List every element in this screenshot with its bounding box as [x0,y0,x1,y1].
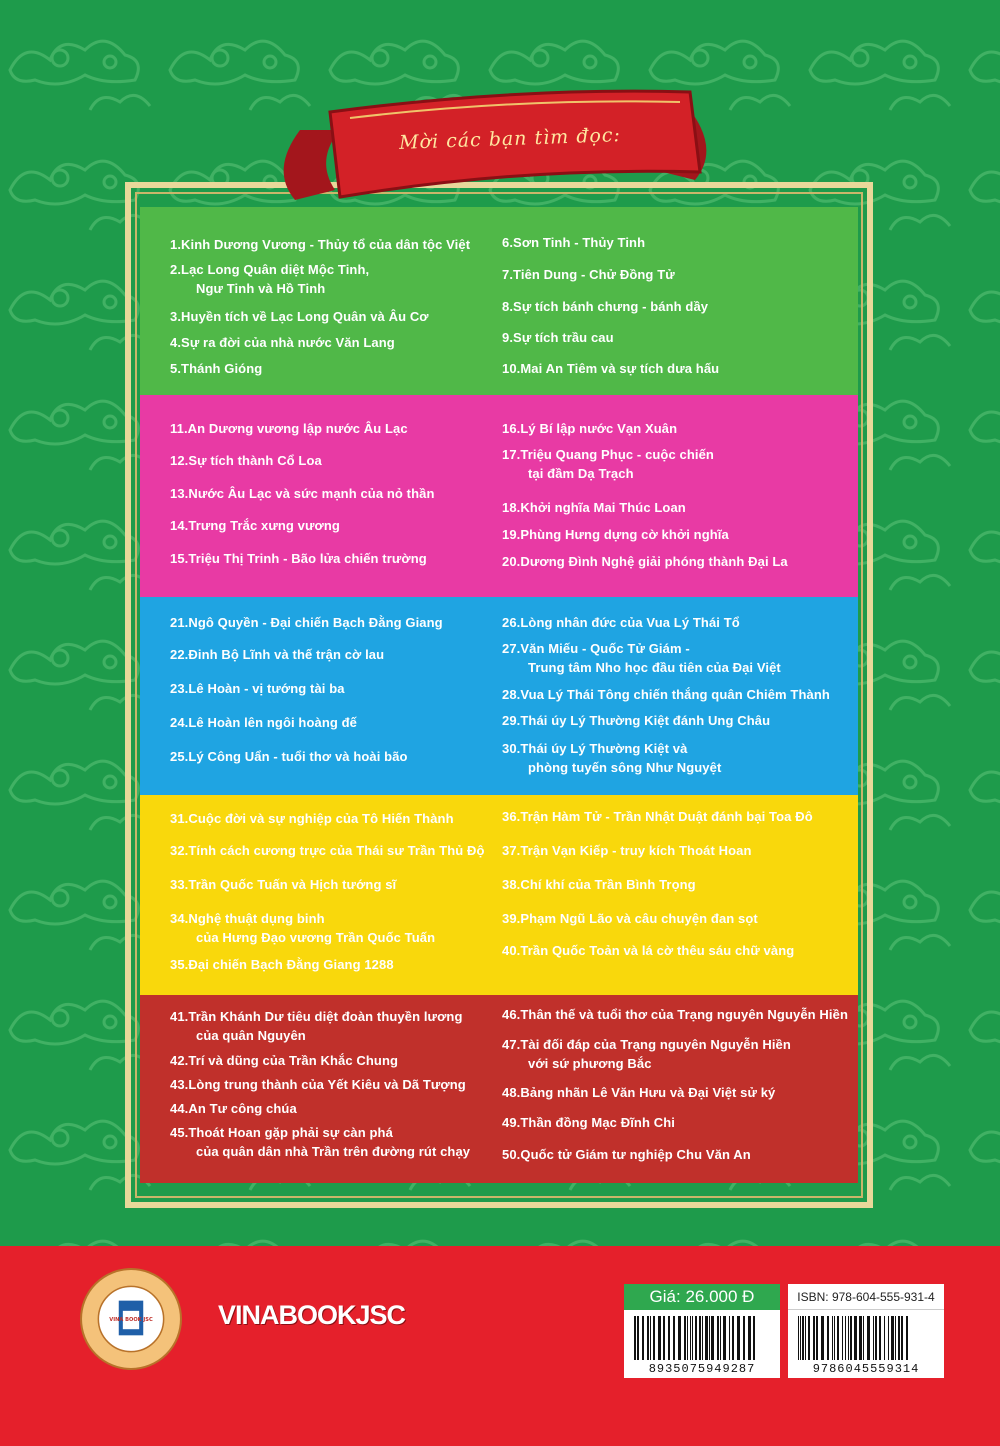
publisher-seal-logo [80,1268,182,1370]
barcode-bar [850,1316,852,1360]
item-number: 8. [502,299,514,314]
barcode-bar [898,1316,900,1360]
item-title-line: phòng tuyến sông Như Nguyệt [528,760,722,775]
list-item [170,549,427,568]
list-item [170,451,322,470]
barcode-bar [834,1316,835,1360]
list-item [502,552,788,571]
list-item [502,613,740,632]
item-number: 30. [502,741,521,756]
item-title-line: Khởi nghĩa Mai Thúc Loan [520,500,686,515]
barcode-bar [723,1316,726,1360]
item-number: 6. [502,235,514,250]
barcode-bar [663,1316,665,1360]
item-title-line: của quân Nguyên [196,1028,306,1043]
item-number: 5. [170,361,182,376]
section-1 [140,207,858,395]
section-4 [140,795,858,997]
list-item [170,260,369,298]
list-item [502,739,721,777]
list-item [170,419,408,438]
list-item [170,875,396,894]
barcode-bar [687,1316,688,1360]
item-number: 10. [502,361,521,376]
barcode-bar [634,1316,636,1360]
barcode-bar [895,1316,896,1360]
list-item [502,525,729,544]
isbn-label: ISBN: 978-604-555-931-4 [788,1284,944,1310]
item-number: 27. [502,641,521,656]
list-item [502,807,813,826]
item-number: 11. [170,421,188,436]
list-item [170,613,443,632]
list-item [170,359,262,378]
barcode-bar [705,1316,708,1360]
barcode-bar [798,1316,799,1360]
item-number: 4. [170,335,182,350]
item-title-line: Vua Lý Thái Tông chiến thắng quân Chiêm Thành [520,687,830,702]
item-title-line: Nước Âu Lạc và sức mạnh của nỏ thần [188,486,435,501]
item-number: 47. [502,1037,521,1052]
item-number: 24. [170,715,189,730]
item-number: 42. [170,1053,189,1068]
barcode-bar [901,1316,903,1360]
barcode-bar [720,1316,721,1360]
item-title-line: Thái úy Lý Thường Kiệt và [520,741,688,756]
item-number: 39. [502,911,521,926]
item-number: 14. [170,518,189,533]
list-item [170,1123,470,1161]
barcode-bar [848,1316,849,1360]
barcode-number-2: 9786045559314 [812,1362,920,1376]
item-number: 21. [170,615,189,630]
list-item [170,841,485,860]
barcode-bar [695,1316,697,1360]
barcode-bar [732,1316,734,1360]
item-title-line: Lòng nhân đức của Vua Lý Thái Tổ [520,615,740,630]
item-number: 20. [502,554,521,569]
item-title-line: Tài đối đáp của Trạng nguyên Nguyễn Hiền [520,1037,791,1052]
item-title-line: Thái úy Lý Thường Kiệt đánh Ung Châu [520,713,771,728]
list-item [502,359,719,378]
list-item [170,909,435,947]
barcode-bar [873,1316,874,1360]
item-number: 2. [170,262,182,277]
item-title-line: Sơn Tinh - Thủy Tinh [513,235,646,250]
list-item [502,1035,791,1073]
item-number: 37. [502,843,521,858]
item-number: 44. [170,1101,189,1116]
barcode-bar [673,1316,675,1360]
barcode-bar [668,1316,670,1360]
item-title-line: Thoát Hoan gặp phải sự càn phá [188,1125,393,1140]
barcode-bar [699,1316,701,1360]
item-number: 28. [502,687,521,702]
list-item [502,233,645,252]
item-number: 26. [502,615,521,630]
item-number: 38. [502,877,521,892]
item-title-line: Đại chiến Bạch Đằng Giang 1288 [188,957,394,972]
item-title-line: Cuộc đời và sự nghiệp của Tô Hiến Thành [188,811,454,826]
item-title-line: Trưng Trắc xưng vương [188,518,340,533]
barcode-bar [837,1316,839,1360]
item-title-line: Sự tích bánh chưng - bánh dầy [513,299,709,314]
list-item [502,328,614,347]
item-title-line: Dương Đình Nghệ giải phóng thành Đại La [520,554,788,569]
item-title-line: Đinh Bộ Lĩnh và thế trận cờ lau [188,647,385,662]
list-item [170,1051,398,1070]
barcode-bar [650,1316,651,1360]
item-title-line: Lạc Long Quân diệt Mộc Tinh, [181,262,370,277]
section-2 [140,395,858,597]
item-title-line: Sự ra đời của nhà nước Văn Lang [181,335,395,350]
barcode-bar [845,1316,846,1360]
item-title-line: Quốc tử Giám tư nghiệp Chu Văn An [520,1147,751,1162]
item-number: 18. [502,500,521,515]
item-title-line: Bảng nhãn Lê Văn Hưu và Đại Việt sử ký [520,1085,776,1100]
list-item [502,639,781,677]
item-number: 3. [170,309,182,324]
barcode-bar [748,1316,751,1360]
item-title-line: Kinh Dương Vương - Thủy tổ của dân tộc Việt [181,237,471,252]
item-number: 40. [502,943,521,958]
barcode-bar [753,1316,755,1360]
item-number: 12. [170,453,189,468]
list-item [170,679,345,698]
publisher-name: VINABOOKJSC [218,1300,406,1330]
item-number: 19. [502,527,521,542]
barcode-bar [711,1316,714,1360]
barcode-bar [702,1316,703,1360]
list-item [170,1099,297,1118]
item-number: 45. [170,1125,189,1140]
item-title-line: với sứ phương Bắc [528,1056,652,1071]
item-title-line: Sự tích thành Cổ Loa [188,453,322,468]
barcode-bar [863,1316,864,1360]
barcode-bar [647,1316,649,1360]
barcode-bar [888,1316,889,1360]
barcode-bar [692,1316,693,1360]
barcode-bar [709,1316,710,1360]
item-title-line: An Dương vương lập nước Âu Lạc [187,421,408,436]
item-title-line: Trần Khánh Dư tiêu diệt đoàn thuyền lương [188,1009,463,1024]
barcode-bar [821,1316,824,1360]
item-title-line: Lê Hoàn - vị tướng tài ba [188,681,345,696]
item-title-line: Ngư Tinh và Hồ Tinh [196,281,326,296]
barcode-bar [802,1316,804,1360]
item-title-line: Thần đồng Mạc Đĩnh Chi [520,1115,675,1130]
list-item [170,1007,463,1045]
barcode-bar [884,1316,885,1360]
item-title-line: Lòng trung thành của Yết Kiêu và Dã Tượng [188,1077,466,1092]
item-number: 22. [170,647,189,662]
item-number: 1. [170,237,182,252]
item-title-line: Trận Vạn Kiếp - truy kích Thoát Hoan [520,843,752,858]
section-3 [140,597,858,799]
barcode-bar [805,1316,806,1360]
barcode-bar [832,1316,833,1360]
list-item [502,909,758,928]
list-item [170,484,435,503]
barcode-ean [624,1310,780,1378]
item-number: 7. [502,267,514,282]
barcode-bar [800,1316,801,1360]
item-title-line: Nghệ thuật dụng binh [188,911,325,926]
barcode-bar [816,1316,818,1360]
item-number: 25. [170,749,189,764]
item-number: 43. [170,1077,189,1092]
barcode-number-1: 8935075949287 [648,1362,756,1376]
barcode-bar [813,1316,815,1360]
item-title-line: Sự tích trầu cau [513,330,614,345]
item-title-line: tại đầm Dạ Trạch [528,466,634,481]
barcode-bar [743,1316,745,1360]
list-item [170,713,357,732]
list-item [170,645,384,664]
item-title-line: Trung tâm Nho học đầu tiên của Đại Việt [528,660,781,675]
item-title-line: Thân thế và tuổi thơ của Trạng nguyên Nguyễn Hiền [520,1007,848,1022]
barcode-bar [808,1316,810,1360]
list-item [502,498,686,517]
barcode-bar [658,1316,661,1360]
item-title-line: An Tư công chúa [188,1101,297,1116]
item-title-line: Trí và dũng của Trần Khắc Chung [188,1053,399,1068]
barcode-bar [678,1316,681,1360]
item-title-line: Thánh Gióng [181,361,263,376]
item-number: 49. [502,1115,521,1130]
list-item [170,747,408,766]
barcode-bar [642,1316,644,1360]
item-title-line: Tiên Dung - Chử Đồng Tử [513,267,675,282]
list-item [502,419,677,438]
list-item [170,809,454,828]
list-item [502,1083,775,1102]
barcode-bar [690,1316,691,1360]
barcode-bar [717,1316,719,1360]
barcode-bar [729,1316,730,1360]
list-item [502,875,696,894]
item-title-line: của quân dân nhà Trần trên đường rút chạy [196,1144,471,1159]
barcode-bar [842,1316,843,1360]
barcode-bar [827,1316,829,1360]
item-number: 17. [502,447,521,462]
list-item [502,711,770,730]
item-number: 15. [170,551,189,566]
item-title-line: Triệu Thị Trinh - Bão lửa chiến trường [188,551,427,566]
item-title-line: Phạm Ngũ Lão và câu chuyện đan sọt [520,911,758,926]
item-number: 32. [170,843,189,858]
item-number: 50. [502,1147,521,1162]
item-number: 9. [502,330,514,345]
barcode-bars-1 [634,1316,770,1360]
item-number: 16. [502,421,521,436]
item-title-line: Lý Công Uẩn - tuổi thơ và hoài bão [188,749,408,764]
list-item [502,297,708,316]
list-item [170,307,429,326]
item-title-line: Trần Quốc Tuấn và Hịch tướng sĩ [188,877,397,892]
list-item [502,1145,751,1164]
item-title-line: Triệu Quang Phục - cuộc chiến [520,447,714,462]
list-item [502,941,794,960]
barcode-bar [875,1316,877,1360]
banner-title: Mời các bạn tìm đọc: [398,124,622,154]
item-number: 48. [502,1085,521,1100]
item-title-line: Lý Bí lập nước Vạn Xuân [520,421,678,436]
item-title-line: Trần Quốc Toản và lá cờ thêu sáu chữ vàng [520,943,795,958]
barcode-bar [891,1316,894,1360]
item-title-line: Trận Hàm Tử - Trần Nhật Duật đánh bại Toa Đô [520,809,813,824]
list-item [502,841,752,860]
item-title-line: Lê Hoàn lên ngôi hoàng đế [188,715,357,730]
item-number: 35. [170,957,189,972]
barcode-bar [684,1316,686,1360]
list-item [502,1113,675,1132]
barcode-bars-2 [798,1316,934,1360]
item-title-line: Ngô Quyền - Đại chiến Bạch Đằng Giang [188,615,443,630]
list-item [502,685,830,704]
item-number: 33. [170,877,189,892]
list-item [170,955,394,974]
item-number: 29. [502,713,521,728]
item-number: 31. [170,811,189,826]
item-number: 23. [170,681,189,696]
barcode-bar [906,1316,908,1360]
barcode-bar [737,1316,740,1360]
barcode-bar [859,1316,862,1360]
item-title-line: Chí khí của Trần Bình Trọng [520,877,696,892]
section-5 [140,995,858,1183]
item-title-line: Phùng Hưng dựng cờ khởi nghĩa [520,527,729,542]
item-number: 13. [170,486,189,501]
price-label: Giá: 26.000 Đ [624,1284,780,1310]
item-title-line: Mai An Tiêm và sự tích dưa hấu [520,361,720,376]
barcode-bar [879,1316,881,1360]
list-item [502,445,714,483]
list-item [170,1075,466,1094]
list-item [170,333,395,352]
item-number: 34. [170,911,189,926]
list-item [502,265,675,284]
seal-center-text: VINA BOOK JSC [109,1317,153,1324]
list-item [170,235,470,254]
item-title-line: của Hưng Đạo vương Trần Quốc Tuấn [196,930,436,945]
item-number: 41. [170,1009,189,1024]
item-number: 36. [502,809,521,824]
list-item [170,516,340,535]
item-title-line: Tính cách cương trực của Thái sư Trần Thủ Độ [188,843,485,858]
barcode-bar [637,1316,639,1360]
barcode-bar [653,1316,655,1360]
barcode-bar [854,1316,857,1360]
item-title-line: Văn Miếu - Quốc Tử Giám - [520,641,690,656]
list-item [502,1005,848,1024]
item-number: 46. [502,1007,521,1022]
item-title-line: Huyền tích về Lạc Long Quân và Âu Cơ [181,309,429,324]
barcode-bar [867,1316,870,1360]
